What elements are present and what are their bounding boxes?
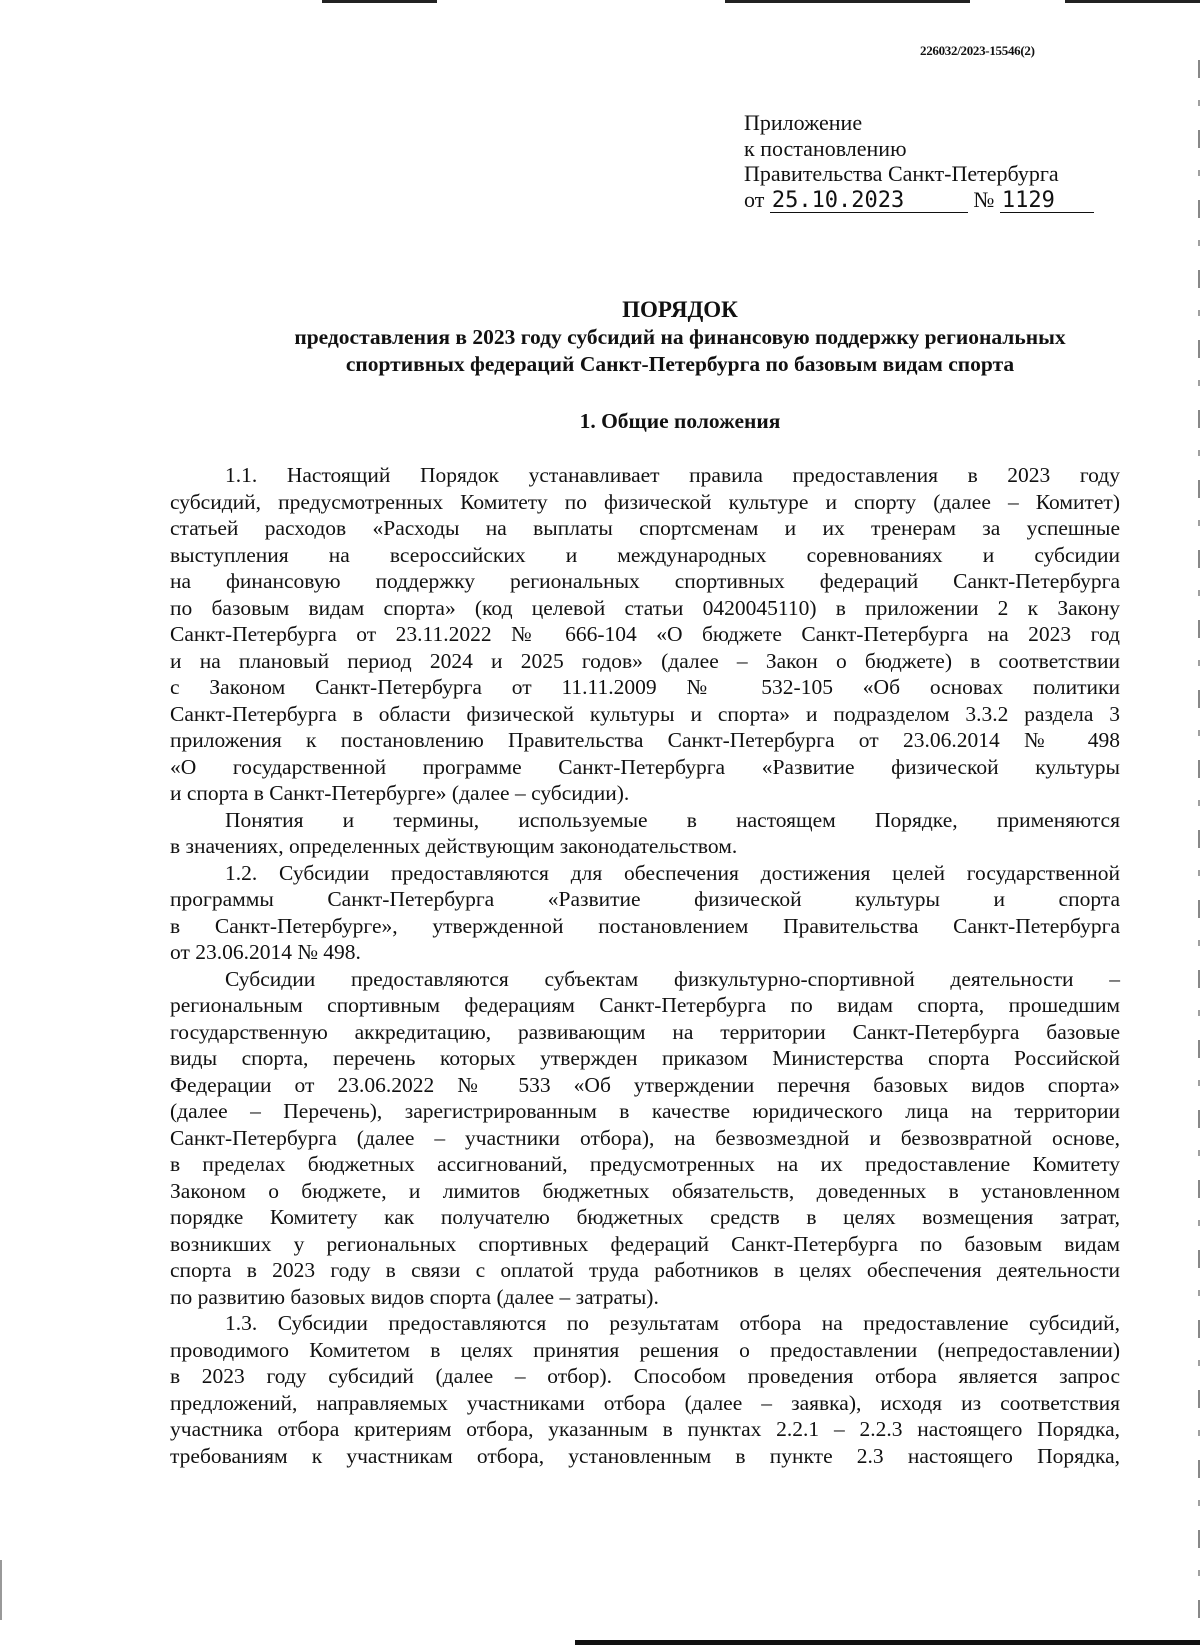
paragraph-1-2 [170, 860, 1120, 966]
text-line: 1.3. Субсидии предоставляются по результатам отбора на предоставление субсидий, [225, 1311, 1120, 1335]
text-line: на финансовую поддержку региональных спортивных федераций Санкт-Петербурга [170, 569, 1120, 593]
text-line: в значениях, определенных действующим законодательством. [170, 834, 738, 858]
text-line: в Санкт-Петербурге», утвержденной постановлением Правительства Санкт-Петербурга [170, 913, 1120, 938]
text-line: и на плановый период 2024 и 2025 годов» (далее – Закон о бюджете) в соответствии [170, 648, 1120, 673]
scan-edge-mark [575, 1640, 1200, 1645]
text-line: (далее – Перечень), зарегистрированным в качестве юридического лица на территории [170, 1099, 1120, 1123]
paragraph-1-1 [170, 462, 1120, 807]
text-line: Санкт-Петербурга от 23.11.2022 № 666-104 «О бюджете Санкт-Петербурга на 2023 год [170, 622, 1120, 646]
title-subtitle-line: предоставления в 2023 году субсидий на финансовую поддержку региональных [294, 325, 1066, 349]
text-line: Субсидии предоставляются субъектам физкультурно-спортивной деятельности – [225, 966, 1120, 991]
text-line: проводимого Комитетом в целях принятия решения о предоставлении (непредоставлении) [170, 1337, 1120, 1362]
appendix-block [744, 110, 1094, 213]
title-subtitle-line: спортивных федераций Санкт-Петербурга по базовым видам спорта [345, 351, 1015, 376]
text-line: статьей расходов «Расходы на выплаты спортсменам и их тренерам за успешные [170, 516, 1120, 540]
text-line: государственную аккредитацию, развивающим на территории Санкт-Петербурга базовые [170, 1019, 1120, 1044]
scan-edge-mark [322, 0, 437, 3]
appendix-line: Приложение [744, 110, 863, 135]
text-line: и спорта в Санкт-Петербурге» (далее – субсидии). [170, 781, 630, 805]
text-line: Понятия и термины, используемые в настоящем Порядке, применяются [225, 807, 1120, 832]
appendix-date-line [744, 187, 1094, 213]
section-heading: 1. Общие положения [579, 409, 781, 433]
document-number: 226032/2023-15546(2) [920, 43, 1035, 58]
scan-edge-mark [725, 0, 970, 3]
decree-date: 25.10.2023 [770, 190, 968, 213]
title-main: ПОРЯДОК [622, 297, 738, 322]
text-line: требованиям к участникам отбора, установленным в пункте 2.3 настоящего Порядка, [170, 1443, 1120, 1468]
text-line: в 2023 году субсидий (далее – отбор). Способом проведения отбора является запрос [170, 1364, 1120, 1388]
text-line: возникших у региональных спортивных федераций Санкт-Петербурга по базовым видам [170, 1231, 1120, 1256]
text-line: приложения к постановлению Правительства Санкт-Петербурга от 23.06.2014 № 498 [170, 728, 1120, 752]
paragraph-1-3 [170, 1310, 1120, 1469]
scan-edge-mark [0, 1560, 2, 1620]
text-line: порядке Комитету как получателю бюджетных средств в целях возмещения затрат, [170, 1205, 1120, 1229]
text-line: региональным спортивным федерациям Санкт-Петербурга по видам спорта, прошедшим [170, 993, 1120, 1017]
text-line: спорта в 2023 году в связи с оплатой труда работников в целях обеспечения деятельности [170, 1258, 1120, 1282]
number-prefix: № [973, 186, 995, 212]
text-line: программы Санкт-Петербурга «Развитие физической культуры и спорта [170, 887, 1120, 911]
paragraph-recipients [170, 966, 1120, 1311]
text-line: предложений, направляемых участниками отбора (далее – заявка), исходя из соответствия [170, 1390, 1120, 1415]
decree-number: 1129 [1000, 190, 1094, 213]
text-line: виды спорта, перечень которых утвержден приказом Министерства спорта Российской [170, 1046, 1120, 1070]
text-line: Законом о бюджете, и лимитов бюджетных обязательств, доведенных в установленном [170, 1178, 1120, 1203]
date-prefix: от [744, 186, 765, 212]
text-line: субсидий, предусмотренных Комитету по физической культуре и спорту (далее – Комитет) [170, 489, 1120, 514]
text-line: по базовым видам спорта» (код целевой статьи 0420045110) в приложении 2 к Закону [170, 595, 1120, 620]
text-line: участника отбора критериям отбора, указанным в пунктах 2.2.1 – 2.2.3 настоящего Порядка, [170, 1417, 1120, 1441]
appendix-line: Правительства Санкт-Петербурга [744, 161, 1059, 186]
text-line: 1.1. Настоящий Порядок устанавливает правила предоставления в 2023 году [225, 463, 1120, 487]
text-line: с Законом Санкт-Петербурга от 11.11.2009 № 532-105 «Об основах политики [170, 675, 1120, 699]
appendix-line: к постановлению [744, 135, 907, 161]
text-line: 1.2. Субсидии предоставляются для обеспечения достижения целей государственной [225, 860, 1120, 885]
text-line: выступления на всероссийских и международных соревнованиях и субсидии [170, 542, 1120, 567]
text-line: Санкт-Петербурга (далее – участники отбора), на безвозмездной и безвозвратной основе, [170, 1125, 1120, 1150]
text-line: Санкт-Петербурга в области физической культуры и спорта» и подразделом 3.3.2 раздела 3 [170, 701, 1120, 726]
scan-edge-mark [1065, 0, 1200, 3]
text-line: в пределах бюджетных ассигнований, предусмотренных на их предоставление Комитету [170, 1152, 1120, 1176]
text-line: по развитию базовых видов спорта (далее – затраты). [170, 1284, 659, 1309]
text-line: Федерации от 23.06.2022 № 533 «Об утверждении перечня базовых видов спорта» [170, 1072, 1120, 1097]
document-body [170, 462, 1120, 1469]
text-line: от 23.06.2014 № 498. [170, 940, 361, 964]
text-line: «О государственной программе Санкт-Петербурга «Развитие физической культуры [170, 754, 1120, 779]
document-title [170, 296, 1190, 377]
paragraph-terms [170, 807, 1120, 860]
